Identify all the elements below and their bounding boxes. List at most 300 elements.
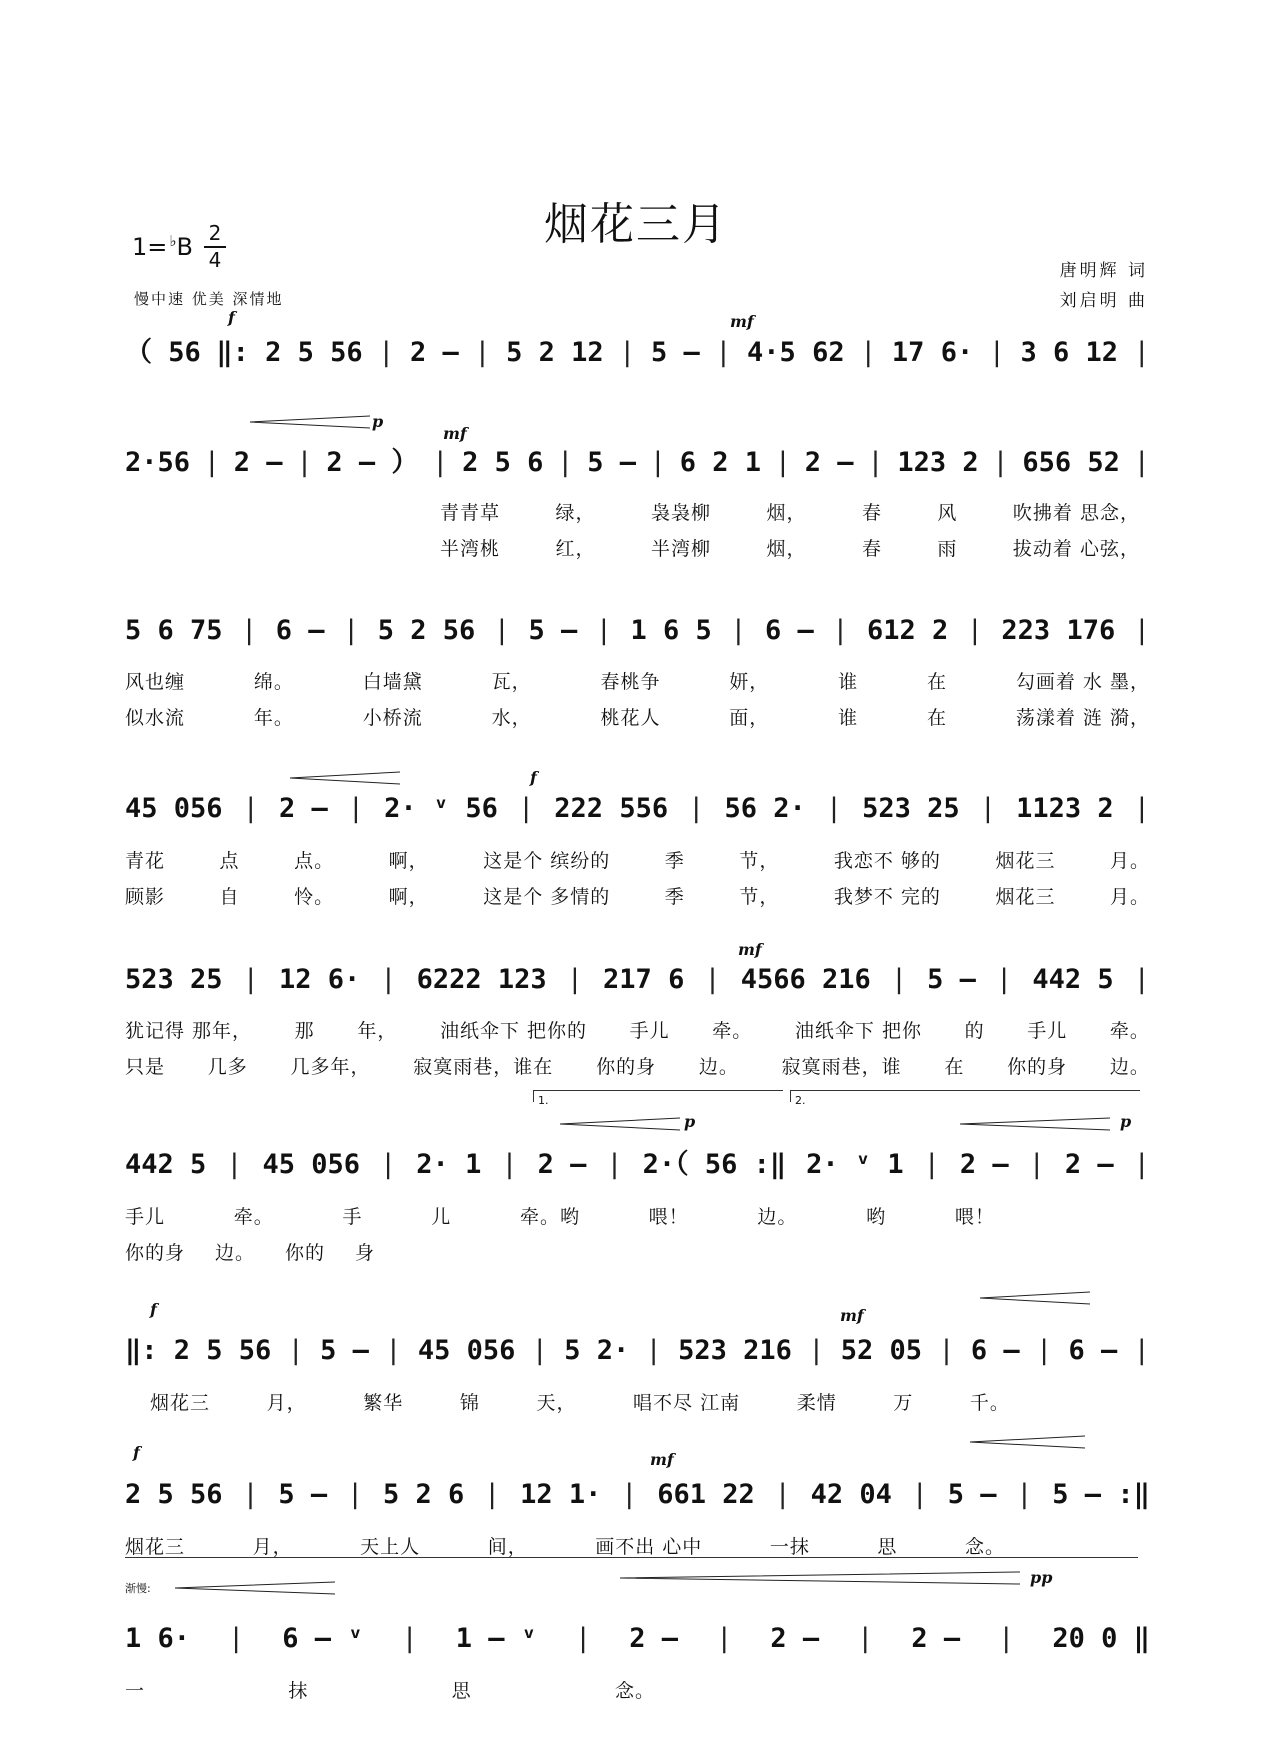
flat-sign: ♭ [169,232,177,250]
lyric: 边。 [698,1056,739,1078]
song-title: 烟花三月 [544,199,728,250]
note-group: 5 – [278,1479,328,1510]
lyric: 边。 [214,1242,255,1264]
lyric: 寂寞雨巷，谁在 [413,1056,554,1078]
barline: | [1133,1335,1150,1366]
volta-label-1: 1. [538,1094,549,1107]
note-group: 2 – [629,1623,679,1654]
barline: | [1133,447,1150,478]
barline: | [715,337,732,368]
barline: | [716,1623,733,1654]
barline: | [595,615,612,646]
lyric: 月， [266,1392,307,1414]
note-group: 42 04 [810,1479,892,1510]
lyric: 风 [937,502,958,524]
dynamic-mezzo-forte: mf [650,1450,674,1469]
barline: | [1133,964,1150,995]
lyric: 寂寞雨巷，谁 [781,1056,902,1078]
note-group: 5 – [320,1335,369,1366]
note-group: 2· ᵛ 1 [806,1149,904,1180]
lyric: 怜。 [294,886,335,908]
lyric: 繁华 [363,1392,404,1414]
lyric: 雨 [937,538,958,560]
lyric: 画不出 心中 [595,1536,703,1558]
lyrics-verse-2 [125,703,1150,730]
lyric: 红， [555,538,596,560]
lyric: 哟 [866,1206,887,1228]
volta-label-2: 2. [795,1094,806,1107]
lyric: 袅袅柳 [650,502,711,524]
lyric: 思 [877,1536,898,1558]
barline: | [378,337,395,368]
lyric: 边。 [757,1206,798,1228]
dynamic-forte: f [530,768,537,787]
lyric: 思 [451,1680,472,1702]
lyric: 牵。 [712,1020,753,1042]
note-group: 612 2 [866,615,949,646]
barline: | [992,447,1009,478]
barline: | [911,1479,928,1510]
barline: | [1133,337,1150,368]
lyric: 小桥流 [362,707,423,729]
barline: | [998,1623,1015,1654]
lyric: 谁 [838,671,859,693]
lyric: 在 [944,1056,965,1078]
note-group: 45 056 [417,1335,516,1366]
note-group: 442 5 [125,1149,207,1180]
lyric: 边。 [1109,1056,1150,1078]
note-group: 6 – [1068,1335,1118,1366]
note-group: 4·5 62 [747,337,845,368]
lyrics-verse-1 [150,1388,1010,1415]
notation-row-6 [125,1148,1150,1182]
barline: | [242,964,259,995]
note-group: 2 – [537,1149,587,1180]
note-group: 1 – ᵛ [455,1623,538,1654]
lyric: 抹 [288,1680,309,1702]
lyric: 在 [927,671,948,693]
note-group: 5 – [947,1479,997,1510]
barline: | [531,1335,548,1366]
lyric: 春 [861,502,882,524]
decrescendo-hairpin [250,414,370,430]
lyric: 春 [861,538,882,560]
dynamic-piano: p [372,412,384,431]
note-group: 523 25 [125,964,223,995]
lyric: 锦 [459,1392,480,1414]
note-group: 6 – [970,1335,1020,1366]
barline: | [890,964,908,995]
lyric: 这是个 缤纷的 [483,850,611,872]
note-group: 5 – [927,964,976,995]
lyric: 牵。 [233,1206,274,1228]
note-group: 2 – [278,793,328,824]
barline: | [938,1335,955,1366]
lyric: 烟花三 [995,850,1056,872]
lyric: 在 [927,707,948,729]
decrescendo-hairpin [960,1116,1110,1132]
lyric: 的 [964,1020,985,1042]
note-group: 4566 216 [740,964,871,995]
lyric: 喂！ [954,1206,995,1228]
lyric: 手儿 [629,1020,670,1042]
lyric: 几多年， [290,1056,371,1078]
decrescendo-hairpin [620,1570,1020,1586]
barline: | [808,1335,825,1366]
note-group: 17 6· [891,337,974,368]
note-group: 1 6 5 [630,615,712,646]
lyric: 点 [219,850,240,872]
lyric: 年， [357,1020,398,1042]
note-group: 442 5 [1032,964,1114,995]
notation-row-5 [125,963,1150,997]
note-group: 5 2 12 [506,337,604,368]
barline: | [380,1149,397,1180]
note-group: 6 – [275,615,325,646]
volta-bracket-2-edge [790,1090,791,1102]
barline: | [343,615,360,646]
lyric: 自 [219,886,240,908]
lyric: 天， [536,1392,577,1414]
key-note: B [176,233,193,261]
notation-row-1 [125,336,1150,370]
note-group: 5 – [528,615,578,646]
lyric: 月， [252,1536,293,1558]
lyric: 青花 [125,850,166,872]
note-group: 222 556 [554,793,669,824]
time-signature [204,222,226,272]
volta-bracket-2 [790,1090,1140,1091]
notation-row-3 [125,614,1150,648]
barline: | [501,1149,518,1180]
lyric: 你的身 [596,1056,657,1078]
lyrics-verse-1 [440,498,1140,525]
barline: | [1035,1335,1053,1366]
barline: | [619,337,636,368]
lyrics-verse-1 [125,1016,1150,1043]
lyrics-verse-2 [440,534,1140,561]
lyric: 啊， [388,850,429,872]
note-group: ‖: 2 5 56 [216,337,363,368]
barline: | [296,447,313,478]
note-group: 2 – [804,447,854,478]
note-group: 5 2 6 [382,1479,465,1510]
lyric: 喂！ [648,1206,689,1228]
lyrics-verse-2 [125,1238,375,1265]
decrescendo-hairpin [970,1434,1085,1450]
lyric: 只是 [125,1056,166,1078]
barline: | [380,964,397,995]
decrescendo-hairpin [175,1580,335,1596]
volta-bracket-1 [533,1090,783,1091]
note-group: ‖: 2 5 56 [125,1335,272,1366]
barline: | [287,1335,304,1366]
lyrics-verse-2 [125,882,1150,909]
lyric: 那 [294,1020,315,1042]
note-group: 5 2 56 [377,615,476,646]
dynamic-mezzo-forte: mf [730,312,754,331]
lyric: 拔动着 心弦， [1012,538,1140,560]
barline: | [385,1335,402,1366]
lyric: 桃花人 [600,707,661,729]
lyric: 手儿 [1027,1020,1068,1042]
lyric: 绿， [555,502,596,524]
lyric: 念。 [964,1536,1005,1558]
dynamic-mezzo-forte: mf [738,940,762,959]
lyric: 牵。哟 [519,1206,580,1228]
note-group: 2· ᵛ 56 [384,793,498,824]
lyric: 烟， [766,502,807,524]
barline: | [1133,793,1150,824]
lyric: 吹拂着 思念， [1012,502,1140,524]
lyric: 我恋不 够的 [833,850,941,872]
lyric: 瓦， [491,671,532,693]
barline: | [1016,1479,1033,1510]
barline: | [1133,615,1150,646]
dynamic-mezzo-forte: mf [443,424,467,443]
key-signature [132,232,193,261]
barline: | [966,615,983,646]
time-signature-bottom: 4 [208,248,222,272]
lyric: 柔情 [796,1392,837,1414]
barline: | [242,1479,259,1510]
barline: | [347,793,365,824]
note-group: 123 2 [897,447,979,478]
lyric: 月。 [1109,850,1150,872]
note-group: 3 6 12 [1020,337,1119,368]
lyric: 犹记得 那年， [125,1020,253,1042]
note-group: 5 2· [564,1335,630,1366]
dynamic-forte: f [150,1300,157,1319]
barline: | [774,447,792,478]
notation-row-9 [125,1622,1150,1656]
notation-row-7 [125,1334,1150,1368]
barline: | [346,1479,364,1510]
barline: | [1133,1149,1150,1180]
lyric: 水， [491,707,532,729]
barline: | [1028,1149,1045,1180]
lyric: 身 [354,1242,375,1264]
barline: | [606,1149,623,1180]
lyric: 儿 [431,1206,452,1228]
lyric: 油纸伞下 把你的 [439,1020,587,1042]
note-group: 12 1· [520,1479,602,1510]
barline: | [228,1623,245,1654]
lyric: 谁 [838,707,859,729]
lyric: 间， [487,1536,528,1558]
note-group: 56 2· [724,793,806,824]
lyric: 牵。 [1109,1020,1150,1042]
barline: | [566,964,583,995]
barline: | [242,793,259,824]
note-group: 523 25 [862,793,960,824]
note-group: 2 – [959,1149,1009,1180]
barline: | [688,793,705,824]
barline: | [649,447,666,478]
barline: | [867,447,884,478]
lyric: 念。 [614,1680,655,1702]
barline: | [203,447,221,478]
note-group: 2 – [1064,1149,1114,1180]
composer-credit: 刘启明 曲 [1059,291,1148,311]
dynamic-forte: f [228,308,235,327]
lyric: 一抹 [769,1536,810,1558]
barline: | [645,1335,662,1366]
lyric: 啊， [388,886,429,908]
note-group: 45 056 [125,793,223,824]
barline: | [730,615,747,646]
dynamic-piano: p [684,1112,696,1131]
note-group: 1 6· [125,1623,191,1654]
barline: | [621,1479,638,1510]
lyric: 这是个 多情的 [483,886,611,908]
lyric: 似水流 [125,707,186,729]
note-group: 52 05 [840,1335,923,1366]
barline: | [432,447,449,478]
note-group: 5 – :‖ [1052,1479,1150,1510]
lyric: 我梦不 完的 [833,886,941,908]
lyric: 你的身 [1007,1056,1068,1078]
lyric: 季 [664,850,685,872]
lyric: 手儿 [125,1206,166,1228]
decrescendo-hairpin [980,1290,1090,1306]
lyric: 季 [664,886,685,908]
note-group: 6 – ᵛ [282,1623,364,1654]
lyric: 荡漾着 涟 漪， [1015,707,1150,729]
note-group: 2 5 56 [125,1479,223,1510]
lyrics-verse-1 [125,1676,655,1703]
time-signature-top: 2 [208,221,222,245]
note-group: 2·56 [125,447,191,478]
lyric: 顾影 [125,886,166,908]
lyric: 半湾柳 [650,538,711,560]
decrescendo-hairpin [560,1116,680,1132]
lyric: 节， [739,886,780,908]
barline: | [474,337,491,368]
note-group: 656 52 [1022,447,1120,478]
lyric: 面， [729,707,770,729]
decrescendo-hairpin [290,770,400,786]
volta-bracket-1-edge [533,1090,534,1102]
lyric: 勾画着 水 墨， [1015,671,1150,693]
lyricist-credit: 唐明辉 词 [1059,261,1148,281]
tempo-marking: 慢中速 优美 深情地 [134,290,284,308]
note-group: 2 – [409,337,459,368]
lyric: 节， [739,850,780,872]
lyric: 半湾桃 [440,538,501,560]
lyric: 油纸伞下 把你 [794,1020,922,1042]
lyric: 唱不尽 江南 [633,1392,741,1414]
barline: | [557,447,574,478]
lyrics-verse-1 [125,1532,1005,1559]
lyric: 手 [342,1206,363,1228]
note-group: 1123 2 [1016,793,1114,824]
barline: | [517,793,535,824]
note-group: 2 – [911,1623,961,1654]
barline: | [704,964,721,995]
note-group: 2 – [770,1623,820,1654]
lyric: 妍， [729,671,770,693]
barline: | [857,1623,874,1654]
lyric: 白墙黛 [362,671,423,693]
note-group: 6 2 1 [679,447,762,478]
notation-row-8 [125,1478,1150,1512]
note-group: 20 0 ‖ [1052,1623,1150,1654]
lyric: 万 [893,1392,914,1414]
lyrics-verse-1 [125,1202,995,1229]
note-group: 223 176 [1001,615,1116,646]
note-group: 2·（ 56 :‖ [642,1149,787,1180]
barline: | [825,793,843,824]
lyric: 你的 [284,1242,325,1264]
barline: | [226,1149,243,1180]
note-group: 12 6· [278,964,361,995]
note-group: 6 – [764,615,814,646]
lyric: 烟， [766,538,807,560]
barline: | [493,615,511,646]
note-group: 5 – [587,447,636,478]
lyric: 年。 [253,707,294,729]
lyric: 青青草 [440,502,501,524]
lyric: 千。 [969,1392,1010,1414]
note-group: 2 – [233,447,283,478]
lyric: 一 [125,1680,146,1702]
note-group: 5 – [650,337,700,368]
lyrics-verse-2 [125,1052,1150,1079]
lyric: 绵。 [253,671,294,693]
notation-row-4 [125,792,1150,826]
barline: | [484,1479,501,1510]
dynamic-pianissimo: pp [1030,1568,1053,1587]
lyric: 月。 [1109,886,1150,908]
note-group: 2 – ） [326,447,419,478]
lyric: 天上人 [360,1536,421,1558]
note-group: 6222 123 [416,964,547,995]
lyric: 几多 [207,1056,248,1078]
barline: | [774,1479,791,1510]
dynamic-mezzo-forte: mf [840,1306,864,1325]
lyric: 烟花三 [995,886,1056,908]
note-group: 5 6 75 [125,615,223,646]
dynamic-piano: p [1120,1112,1132,1131]
dynamic-forte: f [133,1443,140,1462]
lyric: 点。 [294,850,335,872]
note-group: 661 22 [657,1479,755,1510]
lyric: 烟花三 [150,1392,211,1414]
barline: | [832,615,849,646]
lyrics-verse-1 [125,846,1150,873]
barline: | [979,793,997,824]
lyrics-verse-1 [125,667,1150,694]
note-group: 217 6 [603,964,685,995]
ritardando-marking: 渐慢: [125,1582,151,1595]
barline: | [241,615,258,646]
note-group: （ 56 [125,337,201,368]
key-prefix: 1= [132,233,168,261]
lyric: 春桃争 [600,671,661,693]
barline: | [988,337,1005,368]
barline: | [575,1623,592,1654]
note-group: 45 056 [262,1149,361,1180]
notation-row-2 [125,446,1150,480]
lyric: 烟花三 [125,1536,186,1558]
barline: | [923,1149,940,1180]
barline: | [401,1623,418,1654]
lyric: 风也缠 [125,671,186,693]
barline: | [996,964,1013,995]
note-group: 523 216 [678,1335,792,1366]
barline: | [860,337,877,368]
